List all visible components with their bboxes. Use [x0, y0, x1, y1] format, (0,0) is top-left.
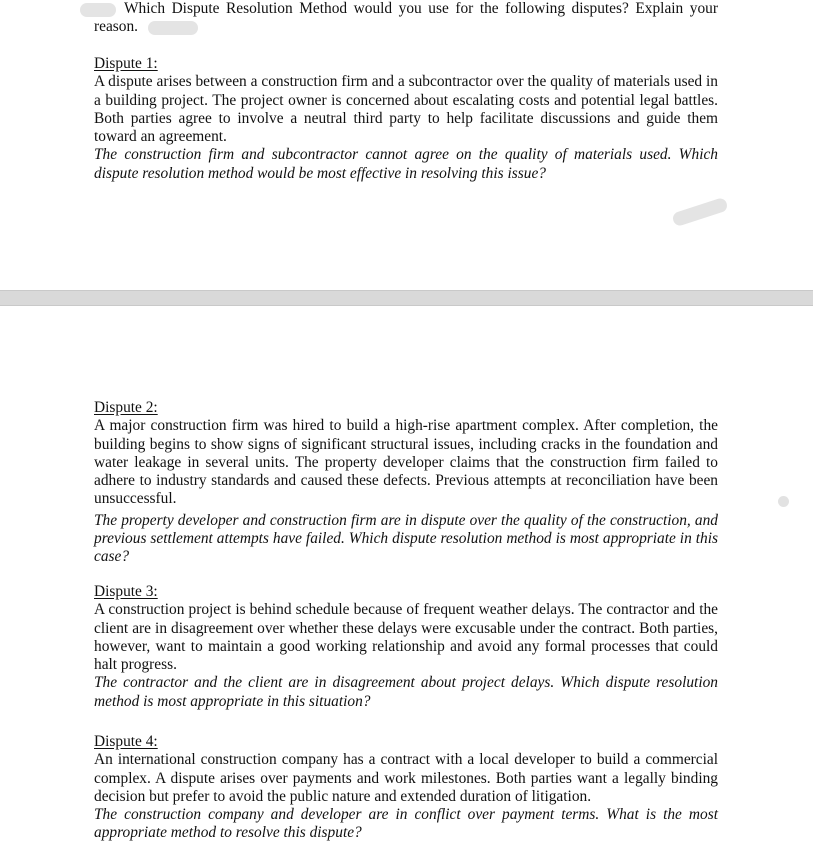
- dispute-4-section: [94, 733, 718, 843]
- dispute-2-body: A major construction firm was hired to build a high-rise apartment complex. After completion, the building begins to show signs of significant structural issues, including cracks in the foundation and water leakage in several units. The property developer claims that the construction firm failed to adhere to industry standards and caused these defects. Previous attempts at reconciliation have been unsuccessful.: [94, 417, 718, 508]
- dispute-1-question: The construction firm and subcontractor cannot agree on the quality of materials used. Which dispute resolution method would be most effective in resolving this issue?: [94, 146, 718, 182]
- document-page-1: [0, 0, 813, 290]
- dispute-3-question: The contractor and the client are in disagreement about project delays. Which dispute resolution method is most appropriate in this situation?: [94, 674, 718, 710]
- dispute-3-heading: Dispute 3:: [94, 583, 158, 600]
- dispute-3-body: A construction project is behind schedule because of frequent weather delays. The contractor and the client are in disagreement over whether these delays were excusable under the contract. Both parties, however, want to maintain a good working relationship and avoid any formal processes that could halt progress.: [94, 601, 718, 674]
- dispute-4-question: The construction company and developer are in conflict over payment terms. What is the most appropriate method to resolve this dispute?: [94, 806, 718, 842]
- page-separator: [0, 290, 813, 306]
- redaction-mark: [148, 21, 198, 35]
- redaction-mark: [80, 3, 116, 17]
- dispute-2-question: The property developer and construction firm are in dispute over the quality of the construction, and previous settlement attempts have failed. Which dispute resolution method is most appropriate in this case?: [94, 511, 718, 566]
- scroll-indicator[interactable]: [778, 496, 789, 507]
- dispute-4-heading: Dispute 4:: [94, 733, 158, 750]
- dispute-1-body: A dispute arises between a construction firm and a subcontractor over the quality of materials used in a building project. The project owner is concerned about escalating costs and potential legal battles. Both parties agree to involve a neutral third party to help facilitate discussions and guide them toward an agreement.: [94, 73, 718, 146]
- dispute-3-section: [94, 583, 718, 711]
- dispute-2-heading: Dispute 2:: [94, 399, 158, 416]
- dispute-4-body: An international construction company has a contract with a local developer to build a commercial complex. A dispute arises over payments and work milestones. Both parties want a legally binding decision but prefer to avoid the public nature and extended duration of litigation.: [94, 751, 718, 805]
- dispute-1-heading: Dispute 1:: [94, 55, 158, 72]
- dispute-2-section: [94, 399, 718, 567]
- redaction-mark: [671, 197, 729, 228]
- dispute-1-section: [94, 55, 718, 183]
- instructions-text: Which Dispute Resolution Method would you use for the following disputes? Explain your reason.: [94, 0, 718, 36]
- document-page-2: [0, 306, 813, 855]
